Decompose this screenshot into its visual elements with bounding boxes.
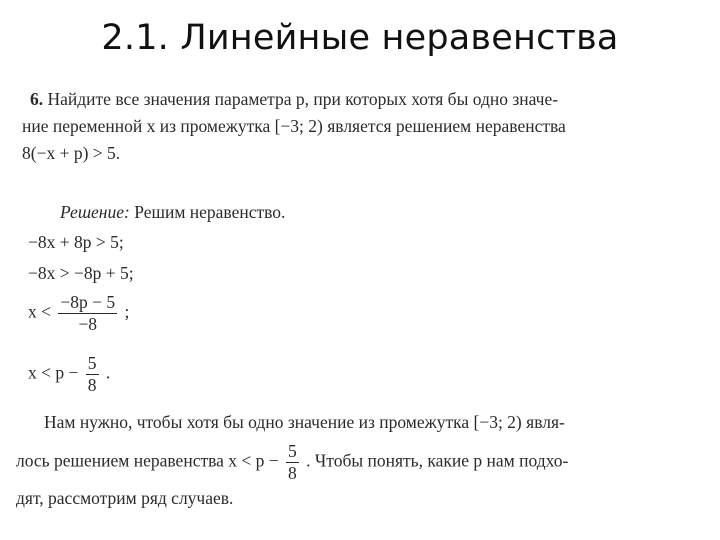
problem-text-3: 8(−x + p) > 5. (22, 143, 121, 163)
para2-denominator: 8 (288, 462, 297, 483)
para2-numerator: 5 (288, 441, 297, 461)
step4-lhs: x < p − (28, 362, 79, 383)
solution-intro-text: Решим неравенство. (134, 202, 286, 222)
problem-line-1 (30, 91, 558, 109)
problem-text-1: Найдите все значения параметра p, при которых хотя бы одно значе- (47, 89, 559, 109)
step4-tail: . (105, 362, 111, 383)
step3-numerator: −8p − 5 (60, 292, 116, 312)
solution-step-2: −8x > −8p + 5; (28, 263, 134, 283)
step3-lhs: x < (28, 301, 51, 322)
solution-step-1: −8x + 8p > 5; (28, 232, 124, 252)
para2-fraction (286, 443, 299, 482)
step3-denominator: −8 (78, 313, 98, 334)
solution-label: Решение: (60, 202, 130, 222)
solution-intro (60, 204, 285, 222)
problem-number: 6. (30, 89, 44, 109)
para2-post: . Чтобы понять, какие p нам подхо- (306, 450, 569, 471)
para2-pre: лось решением неравенства x < p − (16, 450, 279, 471)
step4-fraction (86, 355, 99, 394)
step3-fraction (58, 294, 117, 333)
solution-step-3 (28, 294, 129, 333)
step3-tail: ; (124, 301, 130, 322)
paragraph-line-2 (16, 443, 568, 482)
paragraph-line-3: дят, рассмотрим ряд случаев. (16, 488, 234, 508)
problem-text-2: ние переменной x из промежутка [−3; 2) является решением неравенства (22, 116, 566, 136)
slide-title: 2.1. Линейные неравенства (101, 18, 619, 58)
step4-denominator: 8 (87, 374, 97, 395)
paragraph-line-1: Нам нужно, чтобы хотя бы одно значение из промежутка [−3; 2) явля- (44, 412, 565, 432)
step4-numerator: 5 (87, 353, 97, 373)
solution-step-4 (28, 355, 110, 394)
